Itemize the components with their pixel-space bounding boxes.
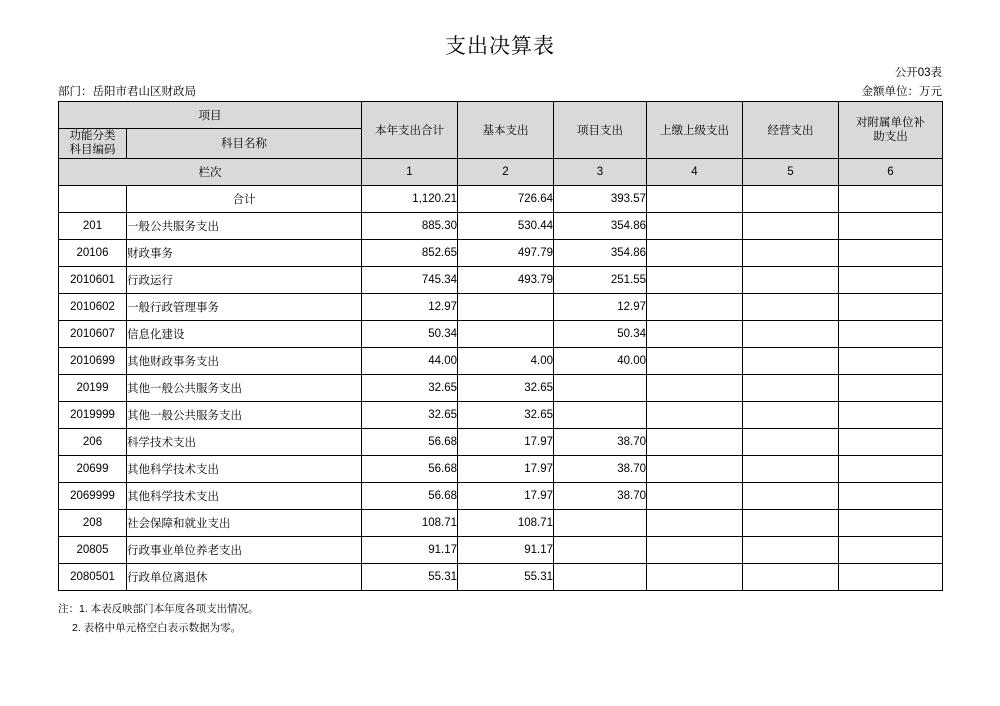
cell-total: 32.65 xyxy=(362,401,458,428)
cell-basic xyxy=(458,320,554,347)
cell-name: 其他财政事务支出 xyxy=(127,347,362,374)
cell-upper xyxy=(647,482,743,509)
cell-code: 208 xyxy=(59,509,127,536)
cell-operating xyxy=(743,185,839,212)
header-basic: 基本支出 xyxy=(458,102,554,159)
department-label: 部门：岳阳市君山区财政局 xyxy=(58,86,196,98)
cell-code: 20699 xyxy=(59,455,127,482)
cell-code xyxy=(59,185,127,212)
cell-project: 393.57 xyxy=(554,185,647,212)
amount-unit: 金额单位：万元 xyxy=(861,86,942,98)
cell-code: 2010607 xyxy=(59,320,127,347)
cell-basic: 91.17 xyxy=(458,536,554,563)
cell-upper xyxy=(647,401,743,428)
table-row xyxy=(59,374,943,401)
cell-project xyxy=(554,563,647,590)
cell-code: 2010602 xyxy=(59,293,127,320)
table-row xyxy=(59,563,943,590)
cell-upper xyxy=(647,212,743,239)
cell-subsidy xyxy=(839,374,943,401)
table-row xyxy=(59,185,943,212)
cell-operating xyxy=(743,212,839,239)
table-notes xyxy=(58,600,259,638)
header-subject-name: 科目名称 xyxy=(127,129,362,159)
header-upper-payment: 上缴上级支出 xyxy=(647,102,743,159)
header-total: 本年支出合计 xyxy=(362,102,458,159)
cell-total: 56.68 xyxy=(362,482,458,509)
cell-basic: 55.31 xyxy=(458,563,554,590)
cell-code: 2069999 xyxy=(59,482,127,509)
cell-total: 852.65 xyxy=(362,239,458,266)
cell-total: 50.34 xyxy=(362,320,458,347)
cell-project: 38.70 xyxy=(554,482,647,509)
cell-basic: 726.64 xyxy=(458,185,554,212)
form-number: 公开03表 xyxy=(894,67,942,79)
cell-subsidy xyxy=(839,347,943,374)
cell-basic: 17.97 xyxy=(458,428,554,455)
cell-code: 2010601 xyxy=(59,266,127,293)
cell-total: 56.68 xyxy=(362,455,458,482)
table-row xyxy=(59,266,943,293)
cell-name: 其他一般公共服务支出 xyxy=(127,401,362,428)
header-function-code-line2: 科目编码 xyxy=(69,144,116,157)
cell-subsidy xyxy=(839,563,943,590)
cell-operating xyxy=(743,482,839,509)
cell-total: 108.71 xyxy=(362,509,458,536)
cell-project: 354.86 xyxy=(554,212,647,239)
cell-operating xyxy=(743,455,839,482)
cell-upper xyxy=(647,239,743,266)
cell-code: 2080501 xyxy=(59,563,127,590)
cell-subsidy xyxy=(839,428,943,455)
column-number-3: 3 xyxy=(554,158,647,185)
cell-operating xyxy=(743,509,839,536)
table-row xyxy=(59,293,943,320)
cell-operating xyxy=(743,320,839,347)
cell-basic: 32.65 xyxy=(458,401,554,428)
cell-name: 财政事务 xyxy=(127,239,362,266)
cell-upper xyxy=(647,455,743,482)
cell-code: 20805 xyxy=(59,536,127,563)
cell-subsidy xyxy=(839,212,943,239)
header-subsidy-line2: 助支出 xyxy=(873,130,908,143)
page-title: 支出决算表 xyxy=(445,34,555,58)
cell-total: 55.31 xyxy=(362,563,458,590)
header-function-code-line1: 功能分类 xyxy=(69,130,116,142)
cell-basic: 17.97 xyxy=(458,455,554,482)
note-1: 注：1. 本表反映部门本年度各项支出情况。 xyxy=(58,603,259,615)
cell-project: 12.97 xyxy=(554,293,647,320)
cell-operating xyxy=(743,374,839,401)
table-row xyxy=(59,239,943,266)
cell-name: 其他科学技术支出 xyxy=(127,455,362,482)
cell-project xyxy=(554,401,647,428)
cell-subsidy xyxy=(839,401,943,428)
cell-name: 其他科学技术支出 xyxy=(127,482,362,509)
cell-operating xyxy=(743,563,839,590)
header-operating: 经营支出 xyxy=(743,102,839,159)
cell-subsidy xyxy=(839,320,943,347)
cell-basic: 32.65 xyxy=(458,374,554,401)
table-row xyxy=(59,320,943,347)
cell-total: 885.30 xyxy=(362,212,458,239)
cell-name: 其他一般公共服务支出 xyxy=(127,374,362,401)
column-number-5: 5 xyxy=(743,158,839,185)
cell-operating xyxy=(743,401,839,428)
column-number-2: 2 xyxy=(458,158,554,185)
header-row-group xyxy=(59,102,943,129)
cell-upper xyxy=(647,347,743,374)
cell-operating xyxy=(743,293,839,320)
cell-name: 行政单位离退休 xyxy=(127,563,362,590)
cell-name: 信息化建设 xyxy=(127,320,362,347)
cell-operating xyxy=(743,536,839,563)
header-row-columns xyxy=(59,158,943,185)
header-function-code xyxy=(59,129,127,159)
table-body xyxy=(59,185,943,590)
cell-upper xyxy=(647,374,743,401)
cell-total: 32.65 xyxy=(362,374,458,401)
cell-name: 科学技术支出 xyxy=(127,428,362,455)
cell-subsidy xyxy=(839,239,943,266)
cell-upper xyxy=(647,536,743,563)
cell-code: 20199 xyxy=(59,374,127,401)
cell-upper xyxy=(647,185,743,212)
column-label: 栏次 xyxy=(59,158,362,185)
cell-name: 一般行政管理事务 xyxy=(127,293,362,320)
cell-upper xyxy=(647,320,743,347)
cell-project: 50.34 xyxy=(554,320,647,347)
cell-subsidy xyxy=(839,185,943,212)
cell-total: 56.68 xyxy=(362,428,458,455)
cell-basic: 17.97 xyxy=(458,482,554,509)
cell-project xyxy=(554,536,647,563)
cell-operating xyxy=(743,266,839,293)
cell-subsidy xyxy=(839,266,943,293)
cell-project: 38.70 xyxy=(554,455,647,482)
cell-subsidy xyxy=(839,293,943,320)
note-2: 2. 表格中单元格空白表示数据为零。 xyxy=(72,621,242,634)
cell-code: 201 xyxy=(59,212,127,239)
cell-total: 91.17 xyxy=(362,536,458,563)
cell-name: 一般公共服务支出 xyxy=(127,212,362,239)
cell-upper xyxy=(647,428,743,455)
cell-project xyxy=(554,509,647,536)
table-header xyxy=(59,102,943,186)
cell-subsidy xyxy=(839,482,943,509)
column-number-4: 4 xyxy=(647,158,743,185)
header-subsidy xyxy=(839,102,943,159)
cell-total: 12.97 xyxy=(362,293,458,320)
table-row xyxy=(59,509,943,536)
expenditure-table xyxy=(58,101,943,591)
cell-basic: 493.79 xyxy=(458,266,554,293)
cell-operating xyxy=(743,428,839,455)
cell-basic: 530.44 xyxy=(458,212,554,239)
cell-subsidy xyxy=(839,509,943,536)
cell-basic: 108.71 xyxy=(458,509,554,536)
table-row xyxy=(59,401,943,428)
cell-upper xyxy=(647,293,743,320)
column-number-1: 1 xyxy=(362,158,458,185)
cell-total: 44.00 xyxy=(362,347,458,374)
cell-subsidy xyxy=(839,455,943,482)
expenditure-table-wrapper xyxy=(58,101,942,591)
cell-basic xyxy=(458,293,554,320)
table-row xyxy=(59,536,943,563)
header-project-expense: 项目支出 xyxy=(554,102,647,159)
cell-total: 1,120.21 xyxy=(362,185,458,212)
cell-upper xyxy=(647,563,743,590)
cell-operating xyxy=(743,239,839,266)
cell-operating xyxy=(743,347,839,374)
table-row xyxy=(59,347,943,374)
cell-total: 745.34 xyxy=(362,266,458,293)
cell-upper xyxy=(647,509,743,536)
cell-name: 行政事业单位养老支出 xyxy=(127,536,362,563)
cell-code: 206 xyxy=(59,428,127,455)
cell-code: 20106 xyxy=(59,239,127,266)
cell-code: 2010699 xyxy=(59,347,127,374)
cell-project: 354.86 xyxy=(554,239,647,266)
cell-name: 合计 xyxy=(127,185,362,212)
cell-project: 38.70 xyxy=(554,428,647,455)
header-subsidy-line1: 对附属单位补 xyxy=(856,116,925,129)
cell-project xyxy=(554,374,647,401)
cell-name: 社会保障和就业支出 xyxy=(127,509,362,536)
cell-subsidy xyxy=(839,536,943,563)
header-group-project: 项目 xyxy=(59,102,362,129)
cell-basic: 4.00 xyxy=(458,347,554,374)
cell-project: 251.55 xyxy=(554,266,647,293)
cell-basic: 497.79 xyxy=(458,239,554,266)
cell-upper xyxy=(647,266,743,293)
table-row xyxy=(59,455,943,482)
column-number-6: 6 xyxy=(839,158,943,185)
table-row xyxy=(59,428,943,455)
cell-code: 2019999 xyxy=(59,401,127,428)
table-row xyxy=(59,212,943,239)
cell-name: 行政运行 xyxy=(127,266,362,293)
table-row xyxy=(59,482,943,509)
cell-project: 40.00 xyxy=(554,347,647,374)
